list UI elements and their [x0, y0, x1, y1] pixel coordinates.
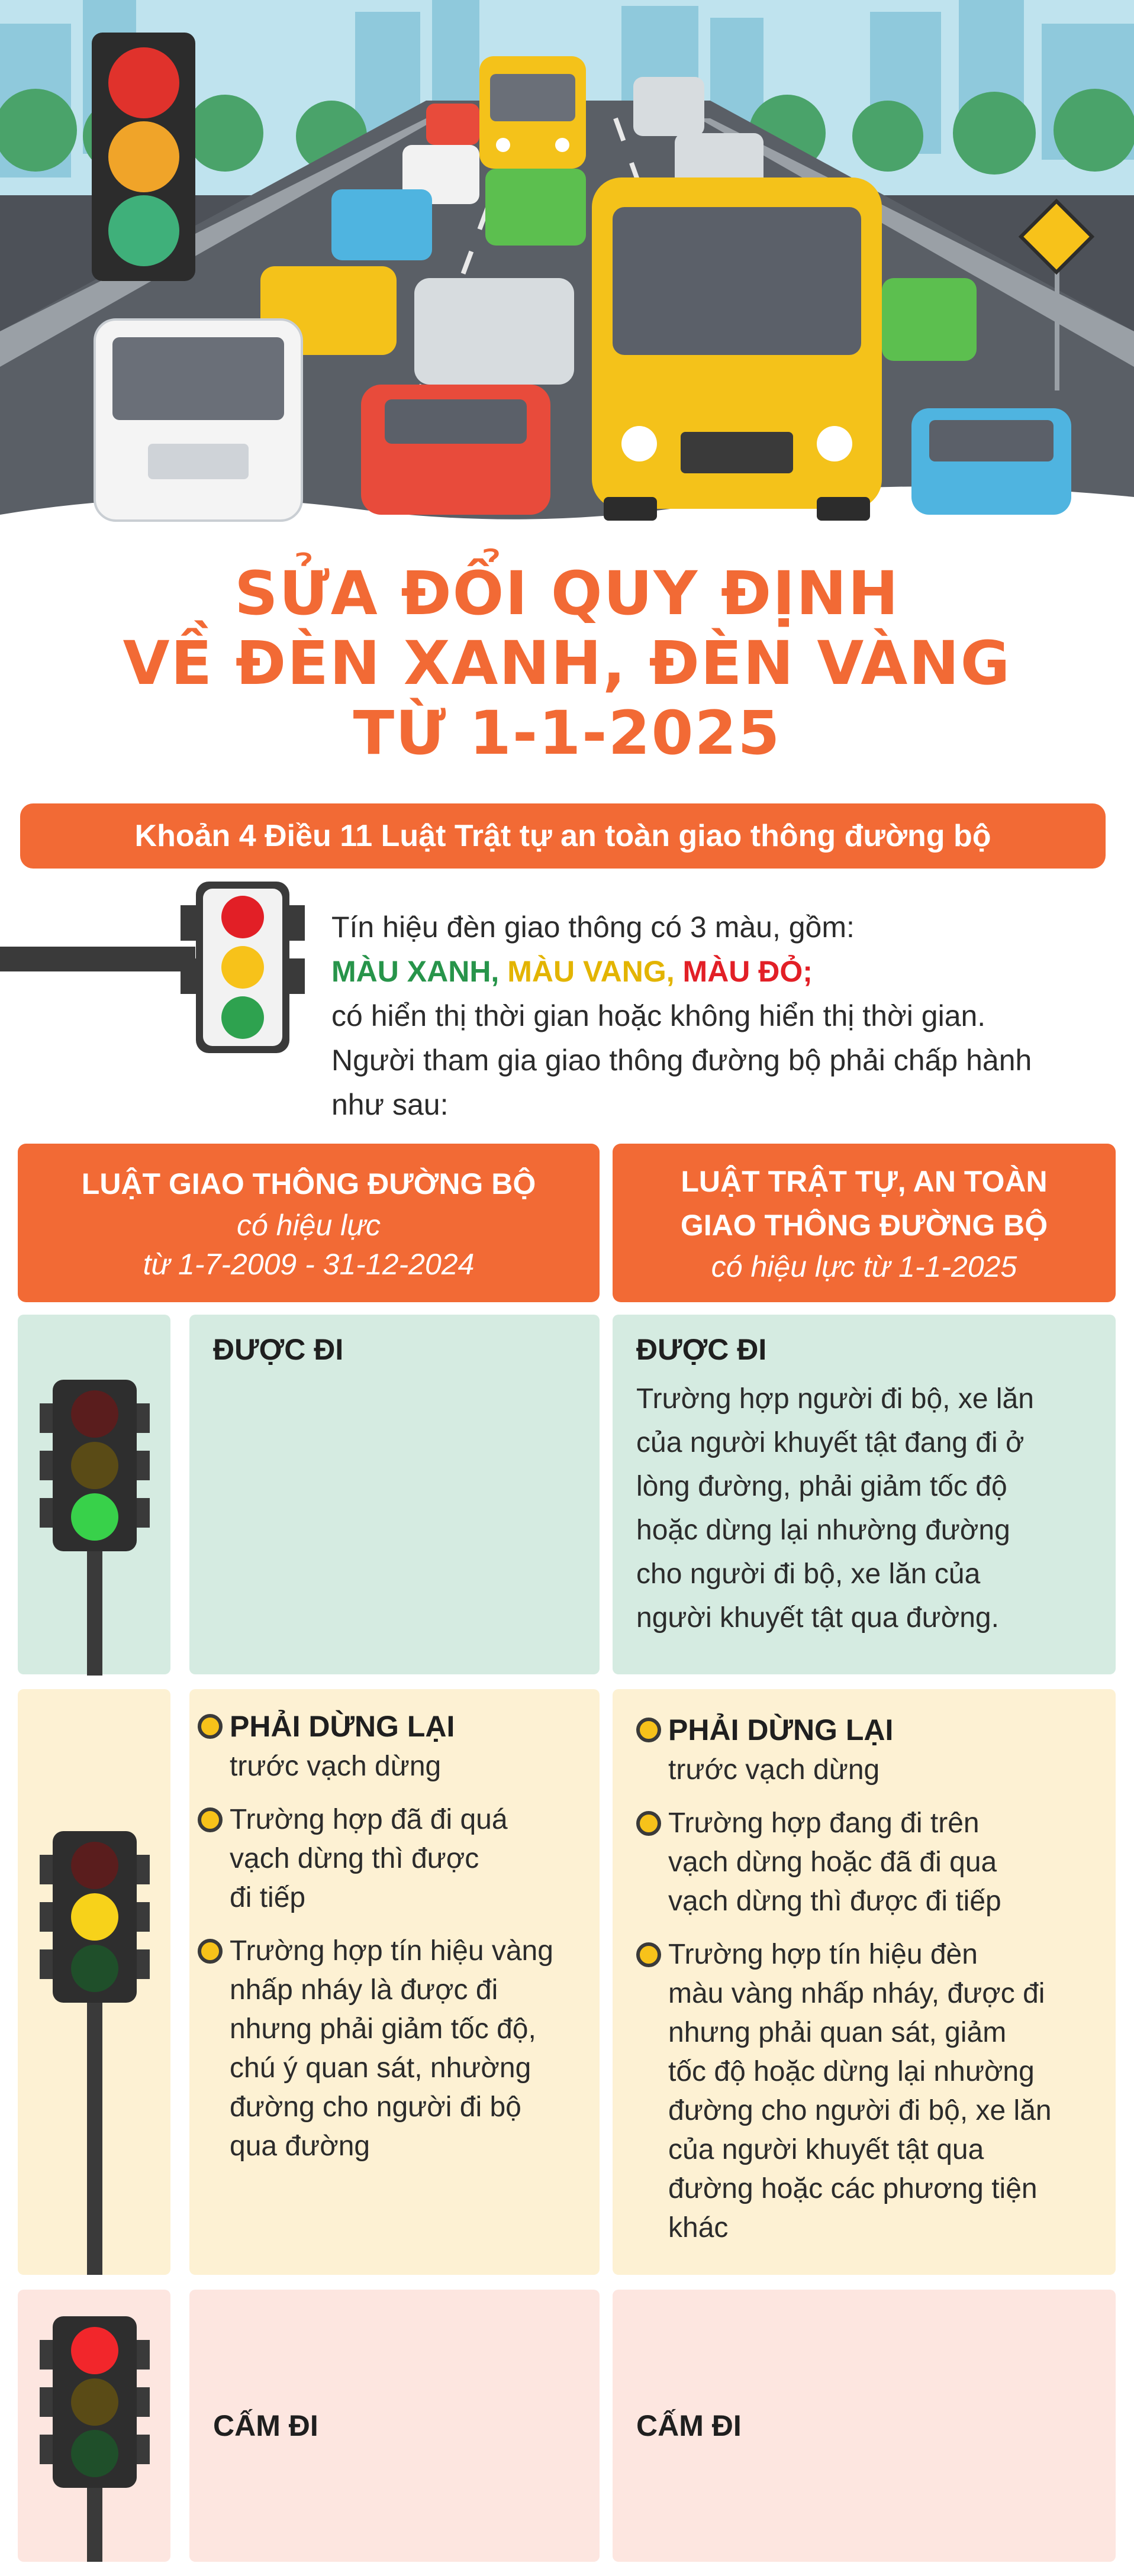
- bullet-dot-icon: [636, 1718, 661, 1742]
- green-text-line: người khuyết tật qua đường.: [636, 1602, 999, 1634]
- hero-illustration: [0, 0, 1134, 544]
- bullet-line: Trường hợp đang đi trên: [668, 1807, 980, 1839]
- old-yellow-stop-label: PHẢI DỪNG LẠI: [230, 1710, 455, 1743]
- color-green-label: MÀU XANH,: [331, 955, 500, 988]
- bullet-line: vạch dừng thì được: [230, 1843, 479, 1874]
- intro-line-5: như sau:: [331, 1088, 449, 1121]
- bullet-line: vạch dừng hoặc đã đi qua: [668, 1847, 997, 1878]
- intro-light-pole: [0, 947, 195, 971]
- bullet-line: đi tiếp: [230, 1882, 306, 1913]
- new-law-title-1: LUẬT TRẬT TỰ, AN TOÀN: [681, 1165, 1048, 1198]
- green-text-line: Trường hợp người đi bộ, xe lăn: [636, 1383, 1034, 1415]
- bullet-line: của người khuyết tật qua: [668, 2134, 984, 2165]
- title-line-2: VỀ ĐÈN XANH, ĐÈN VÀNG: [123, 628, 1011, 699]
- old-law-green-label: ĐƯỢC ĐI: [213, 1333, 344, 1366]
- new-law-red-cell: [613, 2290, 1116, 2562]
- new-law-header: [613, 1144, 1116, 1302]
- new-yellow-stop-label: PHẢI DỪNG LẠI: [668, 1713, 894, 1747]
- bullet-dot-icon: [198, 1807, 223, 1832]
- intro-line-4: Người tham gia giao thông đường bộ phải chấp hành: [331, 1044, 1032, 1077]
- color-yellow-label: MÀU VANG,: [507, 955, 675, 988]
- bullet-line: Trường hợp tín hiệu vàng: [230, 1935, 553, 1967]
- old-law-red-cell: [189, 2290, 600, 2562]
- new-yellow-bullet: [636, 1804, 1104, 1921]
- bullet-dot-icon: [636, 1811, 661, 1836]
- bullet-dot-icon: [636, 1942, 661, 1967]
- new-law-yellow-cell: [613, 1689, 1116, 2275]
- bullet-line: qua đường: [230, 2130, 371, 2162]
- bullet-line: nhưng phải giảm tốc độ,: [230, 2013, 536, 2045]
- red-traffic-light-icon: [38, 2316, 151, 2562]
- green-text-line: cho người đi bộ, xe lăn của: [636, 1558, 981, 1590]
- green-light-cell: [18, 1315, 170, 1674]
- old-law-sub-1: có hiệu lực: [237, 1209, 381, 1242]
- green-text-line: lòng đường, phải giảm tốc độ: [636, 1471, 1007, 1502]
- old-yellow-bullet: [198, 1932, 588, 2166]
- new-law-sub: có hiệu lực từ 1-1-2025: [711, 1250, 1017, 1283]
- intro-text: [331, 905, 1113, 1127]
- old-yellow-bullet: [198, 1800, 588, 1918]
- bullet-line: Trường hợp tín hiệu đèn: [668, 1939, 978, 1970]
- old-law-header: [18, 1144, 600, 1302]
- bullet-line: nhưng phải quan sát, giảm: [668, 2017, 1007, 2048]
- new-law-green-text: [636, 1377, 1092, 1640]
- intro-line-1: Tín hiệu đèn giao thông có 3 màu, gồm:: [331, 911, 855, 944]
- bullet-line: khác: [668, 2212, 729, 2243]
- green-text-line: của người khuyết tật đang đi ở: [636, 1427, 1025, 1458]
- intro-line-3: có hiển thị thời gian hoặc không hiển thị thời gian.: [331, 999, 986, 1032]
- old-yellow-bullet: [198, 1707, 588, 1786]
- old-law-title: LUẬT GIAO THÔNG ĐƯỜNG BỘ: [81, 1167, 536, 1200]
- color-red-label: MÀU ĐỎ;: [682, 955, 813, 988]
- bullet-line: đường hoặc các phương tiện: [668, 2173, 1038, 2204]
- page-title: [0, 559, 1134, 769]
- old-law-yellow-cell: [189, 1689, 600, 2275]
- new-law-green-cell: [613, 1315, 1116, 1674]
- new-law-green-label: ĐƯỢC ĐI: [636, 1333, 767, 1366]
- new-yellow-bullet: [636, 1710, 1104, 1790]
- bullet-line: vạch dừng thì được đi tiếp: [668, 1886, 1001, 1917]
- green-traffic-light-icon: [38, 1380, 151, 1676]
- new-yellow-bullet: [636, 1935, 1104, 2248]
- bullet-line: nhấp nháy là được đi: [230, 1974, 498, 2006]
- law-reference-text: Khoản 4 Điều 11 Luật Trật tự an toàn giao thông đường bộ: [134, 819, 991, 853]
- red-light-cell: [18, 2290, 170, 2562]
- new-law-red-label: CẤM ĐI: [636, 2409, 742, 2442]
- title-line-3: TỪ 1-1-2025: [353, 698, 781, 769]
- yellow-traffic-light-icon: [38, 1831, 151, 2275]
- title-line-1: SỬA ĐỔI QUY ĐỊNH: [234, 559, 900, 629]
- bullet-line: màu vàng nhấp nháy, được đi: [668, 1978, 1045, 2009]
- bullet-line: trước vạch dừng: [230, 1751, 442, 1782]
- bullet-line: đường cho người đi bộ: [230, 2091, 521, 2123]
- bullet-line: trước vạch dừng: [668, 1754, 880, 1786]
- bullet-line: Trường hợp đã đi quá: [230, 1804, 508, 1835]
- bullet-dot-icon: [198, 1939, 223, 1964]
- new-law-title-2: GIAO THÔNG ĐƯỜNG BỘ: [680, 1209, 1048, 1242]
- bullet-line: đường cho người đi bộ, xe lăn: [668, 2095, 1052, 2126]
- yellow-light-cell: [18, 1689, 170, 2275]
- bullet-line: tốc độ hoặc dừng lại nhường: [668, 2056, 1035, 2087]
- bullet-line: chú ý quan sát, nhường: [230, 2052, 531, 2084]
- old-law-red-label: CẤM ĐI: [213, 2409, 318, 2442]
- green-text-line: hoặc dừng lại nhường đường: [636, 1515, 1010, 1546]
- intro-colors: [331, 950, 1113, 994]
- old-law-green-cell: [189, 1315, 600, 1674]
- bullet-dot-icon: [198, 1714, 223, 1739]
- old-law-sub-2: từ 1-7-2009 - 31-12-2024: [143, 1248, 475, 1281]
- traffic-light-icon: [181, 882, 305, 1053]
- law-reference-banner: [20, 803, 1106, 869]
